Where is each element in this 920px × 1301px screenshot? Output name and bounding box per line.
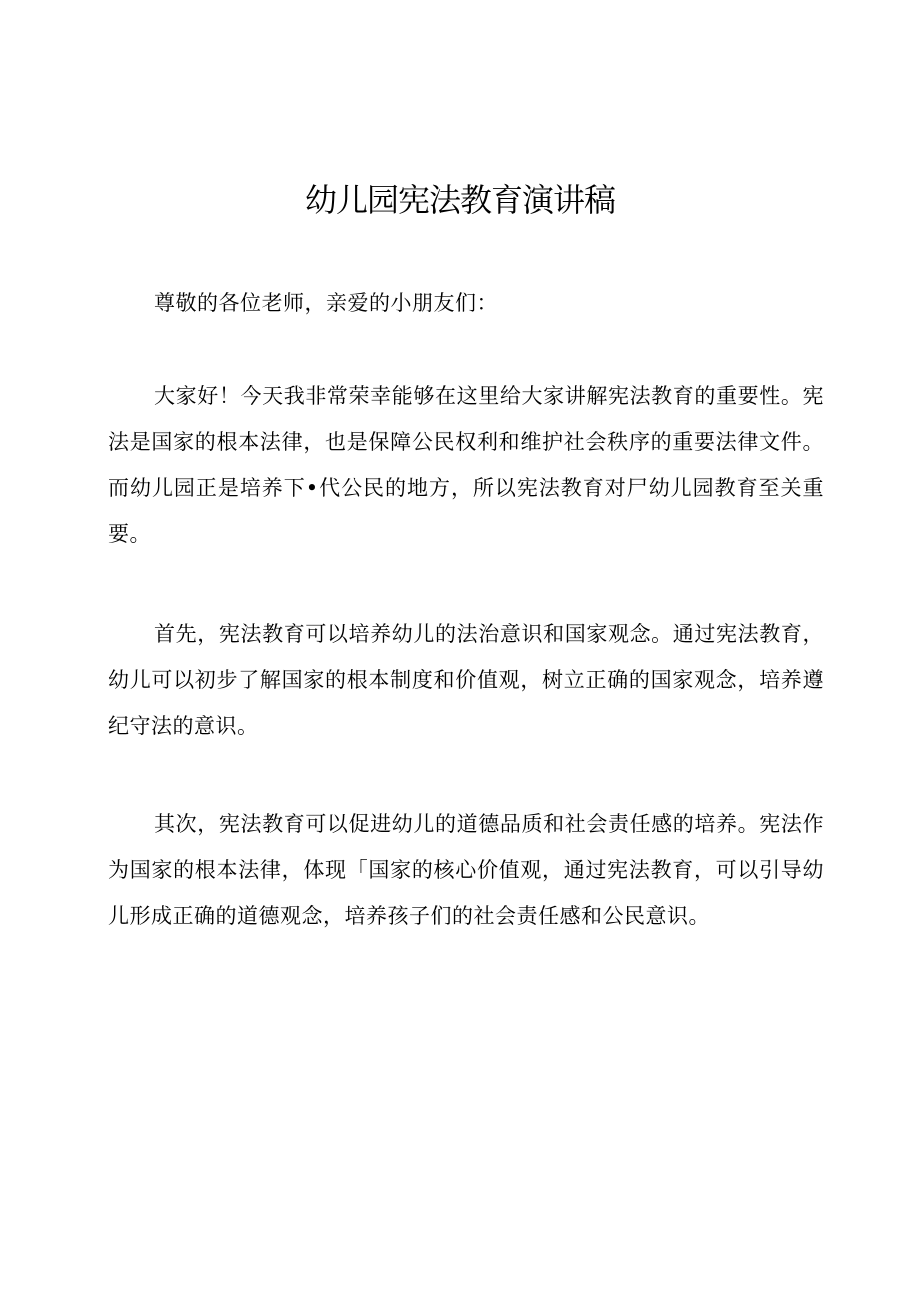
paragraph-3: 其次，宪法教育可以促进幼儿的道德品质和社会责任感的培养。宪法作为国家的根本法律，体现「国家的核心价值观，通过宪法教育，可以引导幼儿形成正确的道德观念，培养孩子们的社会责任感和公民意识。 [108,812,824,928]
greeting-block [108,280,824,326]
paragraph-block-1 [108,373,824,557]
paragraph-1: 大家好！今天我非常荣幸能够在这里给大家讲解宪法教育的重要性。宪法是国家的根本法律，也是保障公民权利和维护社会秩序的重要法律文件。而幼儿园正是培养下•代公民的地方，所以宪法教育对尸幼儿园教育至关重要。 [108,384,824,546]
greeting-text: 尊敬的各位老师，亲爱的小朋友们： [154,291,498,315]
document-title: 幼儿园宪法教育演讲稿 [304,181,615,219]
paragraph-2: 首先，宪法教育可以培养幼儿的法治意识和国家观念。通过宪法教育，幼儿可以初步了解国家的根本制度和价值观，树立正确的国家观念，培养遵纪守法的意识。 [108,622,824,738]
paragraph-block-2 [108,611,824,749]
paragraph-block-3 [108,801,824,939]
